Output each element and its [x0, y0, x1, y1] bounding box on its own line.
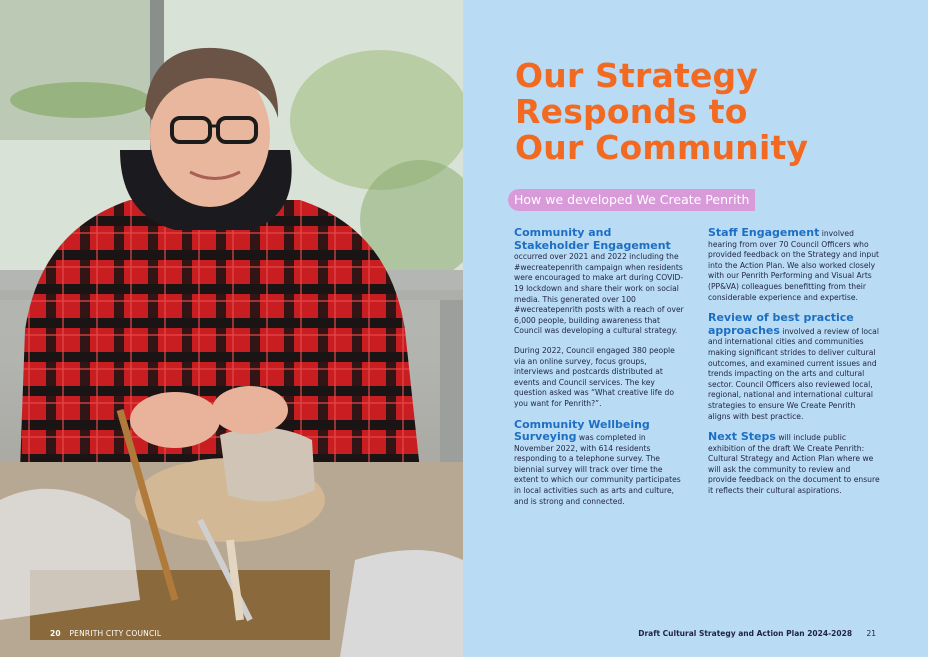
- best-practice-heading: Review of best practice approaches: [708, 311, 854, 337]
- cover-photo: [0, 0, 463, 657]
- left-page-number: 20: [50, 629, 61, 638]
- right-footer: [638, 629, 876, 638]
- staff-heading: Staff Engagement: [708, 226, 820, 239]
- title-line-2: Responds to: [515, 92, 748, 131]
- engagement-2022-block: [514, 346, 684, 410]
- next-steps-text: will include public exhibition of the draft We Create Penrith: Cultural Strategy and Action Plan where we will ask the community to review and provide feedback on the document to ensure it reflects their cultural aspirations.: [708, 433, 880, 496]
- title-line-3: Our Community: [515, 128, 809, 167]
- staff-text: involved hearing from over 70 Council Officers who provided feedback on the Strategy and input into the Action Plan. We also worked closely with our Penrith Performing and Visual Arts (PP&VA) colleagues benefitting from their considerable experience and expertise.: [708, 229, 879, 302]
- right-page: [463, 0, 928, 657]
- wellbeing-text: was completed in November 2022, with 614 residents responding to a telephone survey. The biennial survey will track over time the extent to which our community participates in local activities such as arts and culture, and is strong and connected.: [514, 433, 681, 506]
- wellbeing-heading: Community Wellbeing Surveying: [514, 417, 650, 444]
- engagement-2022-text: During 2022, Council engaged 380 people via an online survey, focus groups, interviews and postcards distributed at events and Council services. The key question asked was “What creative life do you want for Penrith?”.: [514, 345, 675, 408]
- photo-illustration: [0, 0, 463, 657]
- wellbeing-block: [514, 419, 684, 508]
- right-column: [708, 227, 880, 506]
- best-practice-block: [708, 312, 880, 422]
- engagement-block: [514, 227, 684, 337]
- engagement-heading: Community and Stakeholder Engagement: [514, 226, 671, 252]
- staff-block: [708, 227, 880, 303]
- right-page-number: 21: [866, 629, 876, 638]
- title-line-1: Our Strategy: [515, 56, 759, 95]
- left-column: [514, 227, 684, 516]
- next-steps-block: [708, 431, 880, 497]
- left-footer: [50, 629, 161, 638]
- engagement-text: occurred over 2021 and 2022 including the #wecreatepenrith campaign when residents were encouraged to make art during COVID-19 lockdown and share their work on social media. This generated over 100 #wecreatepenrith posts with a reach of over 6,000 people, building awareness that Council was developing a cultural strategy.: [514, 252, 684, 336]
- best-practice-text: involved a review of local and international cities and communities making significant strides to deliver cultural outcomes, and examined current issues and trends impacting on the arts and cultural sector. Council Officers also reviewed local, regional, national and international cultural strategies to ensure We Create Penrith aligns with best practice.: [708, 326, 879, 421]
- document-title: Draft Cultural Strategy and Action Plan 2024-2028: [638, 629, 853, 638]
- next-steps-heading: Next Steps: [708, 430, 776, 444]
- page-title: [515, 58, 808, 166]
- subtitle-pill: How we developed We Create Penrith: [508, 189, 755, 211]
- council-name: PENRITH CITY COUNCIL: [69, 629, 162, 638]
